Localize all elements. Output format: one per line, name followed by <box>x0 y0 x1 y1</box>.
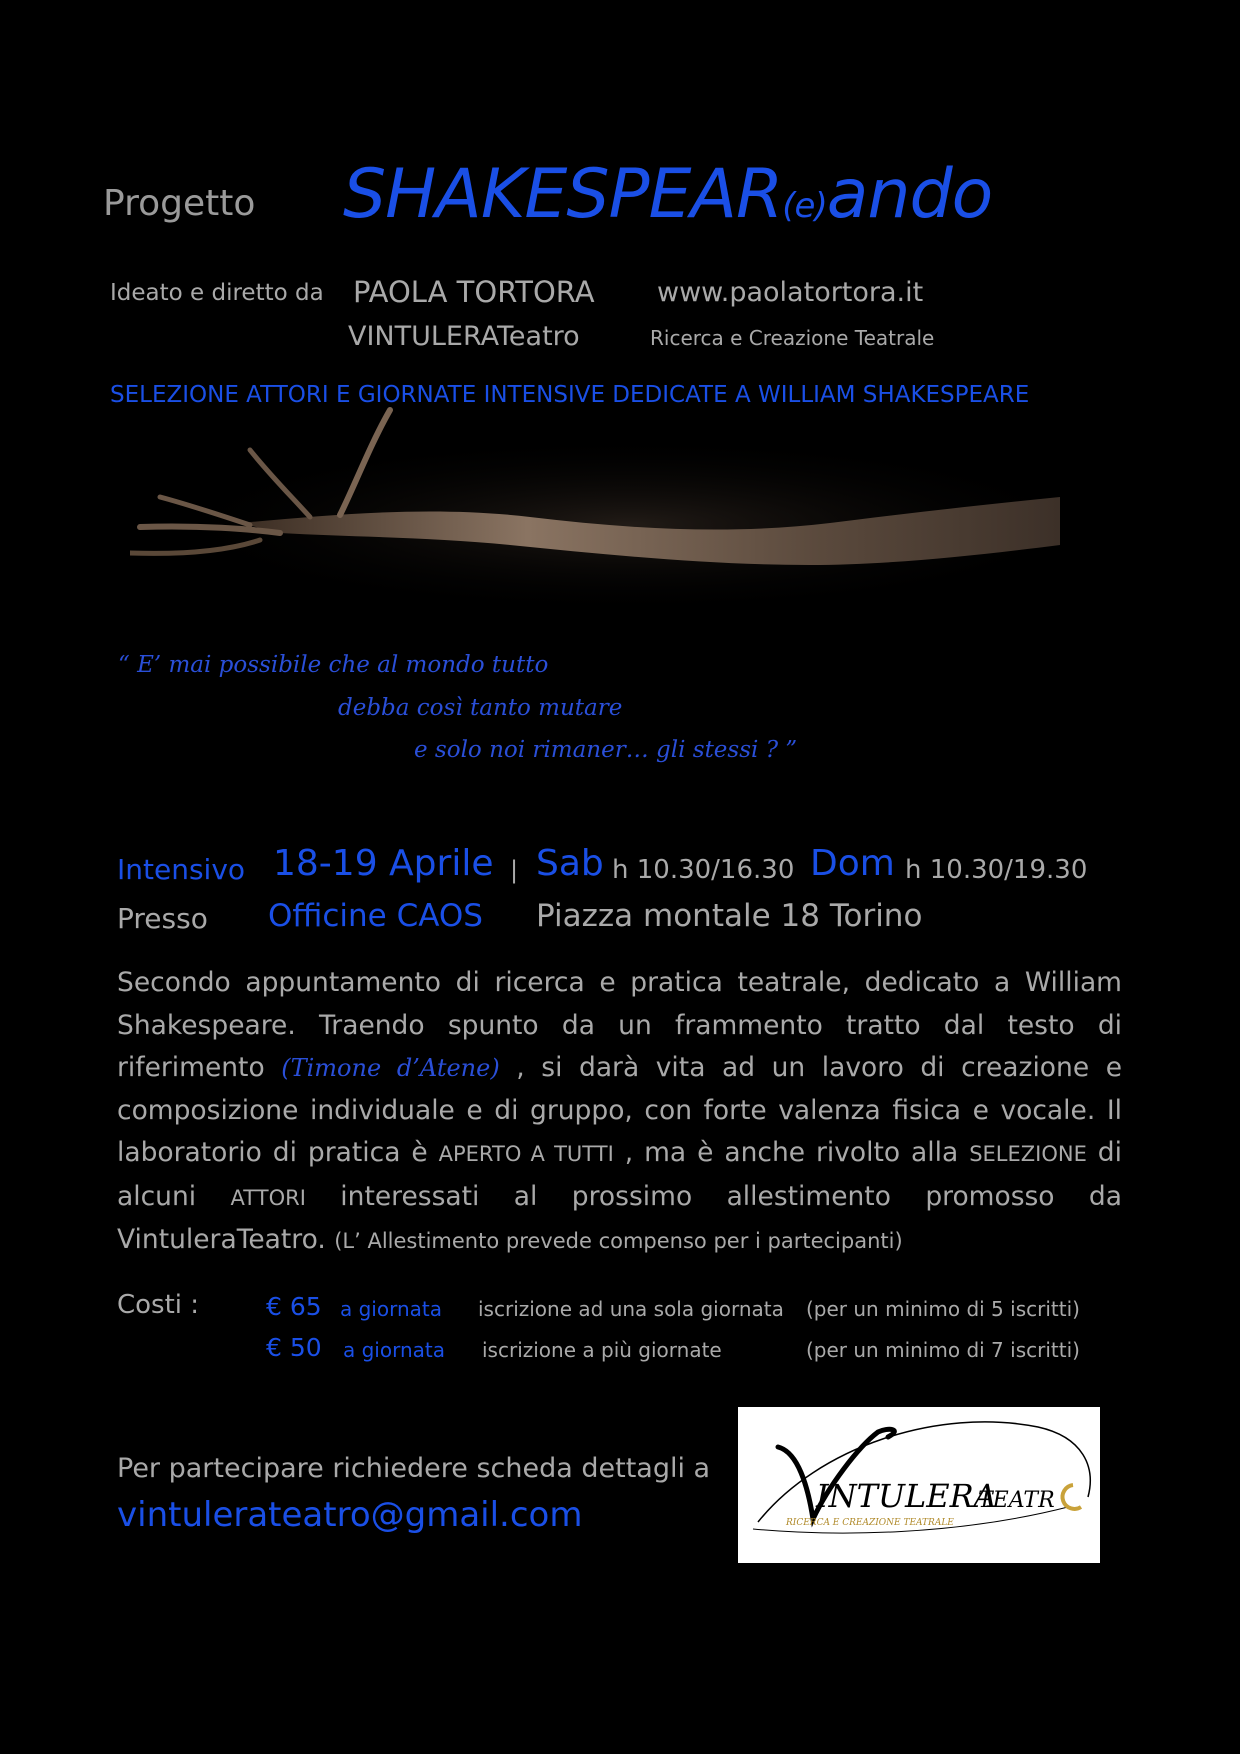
body-actors: ATTORI <box>230 1185 306 1210</box>
intensive-label: Intensivo <box>117 853 246 886</box>
title-main-mid: (e) <box>782 186 827 226</box>
intensive-sun-hours: h 10.30/19.30 <box>905 855 1088 885</box>
location-venue: Officine CAOS <box>268 898 483 934</box>
cost-description: iscrizione a più giornate <box>482 1338 722 1362</box>
credits-company: VINTULERATeatro <box>348 321 580 352</box>
body-selection: SELEZIONE <box>969 1142 1087 1166</box>
contact-cta: Per partecipare richiedere scheda dettagli a <box>117 1453 711 1484</box>
body-part: , ma è anche rivolto alla <box>613 1137 970 1168</box>
location-address: Piazza montale 18 Torino <box>536 898 923 934</box>
costs-label: Costi : <box>117 1290 200 1320</box>
body-part: interessati al prossimo allestimento promosso da VintuleraTeatro. <box>117 1180 1122 1255</box>
logo-main-text: INTULERA <box>816 1477 997 1515</box>
title-main-start: SHAKESPEAR <box>343 155 783 234</box>
body-part: Secondo appuntamento di ricerca e pratica teatrale, dedicato a William Shakespeare. Traendo spunto da un frammento tratto dal testo di riferimento <box>117 967 1122 1083</box>
selection-heading: SELEZIONE ATTORI E GIORNATE INTENSIVE DEDICATE A WILLIAM SHAKESPEARE <box>110 382 1030 408</box>
logo-suffix-text: TEATR <box>978 1488 1055 1513</box>
description-paragraph <box>117 962 1122 1263</box>
intensive-sat-hours: h 10.30/16.30 <box>612 855 795 885</box>
intensive-sat: Sab <box>536 843 604 884</box>
title-main-end: ando <box>826 155 993 234</box>
cost-price: € 50 <box>266 1333 322 1362</box>
credits-company-sub: Ricerca e Creazione Teatrale <box>650 326 935 350</box>
location-label: Presso <box>117 902 208 935</box>
body-part: di alcuni <box>117 1137 1122 1212</box>
quote-line-2: debba così tanto mutare <box>338 695 623 721</box>
cost-minimum: (per un minimo di 5 iscritti) <box>806 1297 1080 1321</box>
cost-unit: a giornata <box>340 1297 443 1321</box>
arm-image <box>130 405 1060 620</box>
intensive-separator: | <box>510 856 519 884</box>
body-open: APERTO A TUTTI <box>438 1142 614 1166</box>
website-link[interactable]: www.paolatortora.it <box>657 277 924 308</box>
quote-line-3: e solo noi rimaner… gli stessi ? ” <box>414 737 798 763</box>
cost-description: iscrizione ad una sola giornata <box>478 1297 784 1321</box>
body-part: , si darà vita ad un lavoro di creazione e composizione individuale e di gruppo, con forte valenza fisica e vocale. Il laboratorio di pratica è <box>117 1052 1122 1168</box>
logo-tagline: RICERCA E CREAZIONE TEATRALE <box>786 1518 954 1528</box>
body-text-ref: (Timone d’Atene) <box>281 1054 500 1082</box>
cost-minimum: (per un minimo di 7 iscritti) <box>806 1338 1080 1362</box>
credits-author: PAOLA TORTORA <box>353 275 595 309</box>
intensive-sun: Dom <box>810 843 895 884</box>
page-title <box>343 155 992 234</box>
body-note: (L’ Allestimento prevede compenso per i partecipanti) <box>334 1229 903 1253</box>
credits-ideato: Ideato e diretto da <box>110 280 324 306</box>
title-prefix: Progetto <box>103 183 256 224</box>
vintulera-logo <box>738 1407 1100 1563</box>
quote-line-1: “ E’ mai possibile che al mondo tutto <box>118 652 549 678</box>
cost-price: € 65 <box>266 1292 322 1321</box>
intensive-date: 18-19 Aprile <box>273 843 494 884</box>
contact-email-link[interactable]: vintulerateatro@gmail.com <box>117 1495 583 1535</box>
cost-unit: a giornata <box>343 1338 446 1362</box>
